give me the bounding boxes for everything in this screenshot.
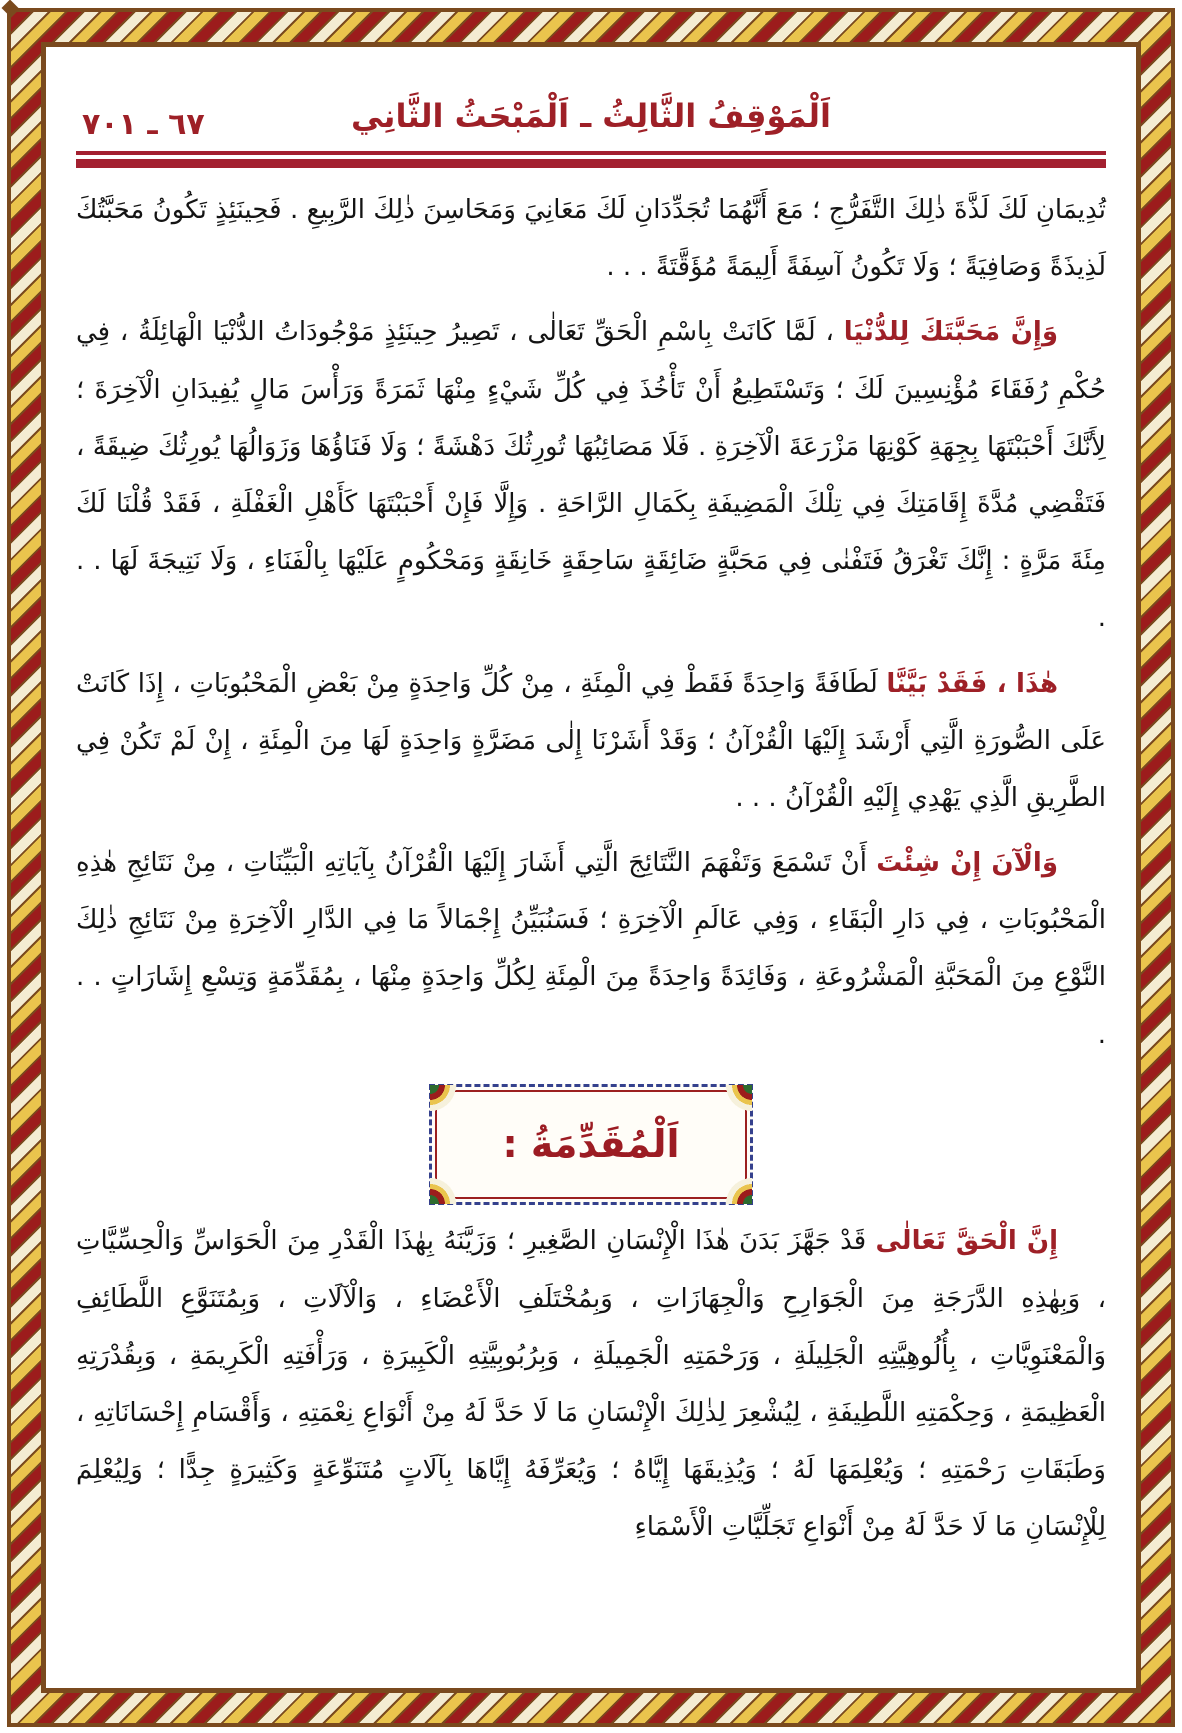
paragraph-text: أَنْ تَسْمَعَ وَتَفْهَمَ النَّتَائِجَ الَّتِي أَشَارَ إِلَيْهَا الْقُرْآنُ بِآيَاتِهِ الْبَيِّنَاتِ ، مِنْ نَتَائِجِ هٰذِهِ الْمَحْبُوبَاتِ ، فِي دَارِ الْبَقَاءِ ، وَفِي عَالَمِ الْآخِرَةِ ؛ فَسَنُبَيِّنُ إِجْمَالاً مَا فِي الدَّارِ الْآخِرَةِ مِنْ نَتَائِجِ ذٰلِكَ النَّوْعِ مِنَ الْمَحَبَّةِ الْمَشْرُوعَةِ ، وَفَائِدَةً وَاحِدَةً مِنَ الْمِئَةِ لِكُلِّ وَاحِدَةٍ مِنْهَا ، بِمُقَدِّمَةٍ وَتِسْعِ إِشَارَاتٍ . . . <box>76 848 1106 1050</box>
page-number: ٦٧ ـ ٧٠١ <box>82 107 205 142</box>
paragraph-lead: إِنَّ الْحَقَّ تَعَالٰى <box>875 1226 1058 1257</box>
paragraph-text: قَدْ جَهَّزَ بَدَنَ هٰذَا الْإِنْسَانِ الصَّغِيرِ ؛ وَزَيَّنَهُ بِهٰذَا الْقَدْرِ مِنَ الْحَوَاسِّ وَالْحِسِّيَّاتِ ، وَبِهٰذِهِ الدَّرَجَةِ مِنَ الْجَوَارِحِ وَالْجِهَازَاتِ ، وَبِمُخْتَلَفِ الْأَعْضَاءِ ، وَالْآلَاتِ ، وَبِمُتَنَوَّعِ اللَّطَائِفِ وَالْمَعْنَوِيَّاتِ ، بِأُلُوهِيَّتِهِ الْجَلِيلَةِ ، وَرَحْمَتِهِ الْجَمِيلَةِ ، وَبِرُبُوبِيَّتِهِ الْكَبِيرَةِ ، وَرَأْفَتِهِ الْكَرِيمَةِ ، وَبِقُدْرَتِهِ الْعَظِيمَةِ ، وَحِكْمَتِهِ اللَّطِيفَةِ ، لِيُشْعِرَ لِذٰلِكَ الْإِنْسَانِ مَا لَا حَدَّ لَهُ مِنْ أَنْوَاعِ نِعْمَتِهِ ، وَأَقْسَامِ إِحْسَانَاتِهِ ، وَطَبَقَاتِ رَحْمَتِهِ ؛ وَيُعْلِمَهَا لَهُ ؛ وَيُذِيقَهَا إِيَّاهُ ؛ وَيُعَرِّفَهُ إِيَّاهَا بِآلَاتٍ مُتَنَوِّعَةٍ وَكَثِيرَةٍ جِدًّا ؛ وَلِيُعْلِمَ لِلْإِنْسَانِ مَا لَا حَدَّ لَهُ مِنْ أَنْوَاعِ تَجَلِّيَّاتِ الْأَسْمَاءِ <box>76 1226 1106 1543</box>
paragraph-lead: وَالْآنَ إِنْ شِئْتَ <box>876 848 1058 879</box>
paragraph <box>76 182 1106 296</box>
floral-corner-ornament-icon <box>430 1162 472 1204</box>
paragraph-lead: هٰذَا ، فَقَدْ بَيَّنَّا <box>886 668 1058 699</box>
header-divider <box>76 151 1106 168</box>
paragraph <box>76 304 1106 647</box>
paragraph <box>76 835 1106 1064</box>
page-header <box>76 97 1106 168</box>
paragraph-lead: وَإِنَّ مَحَبَّتَكَ لِلدُّنْيَا <box>843 317 1058 348</box>
section-heading-ornament-box <box>429 1084 752 1206</box>
frame-brown-border <box>7 8 1175 1727</box>
header-divider-thick-line <box>76 159 1106 168</box>
floral-corner-ornament-icon <box>430 1085 472 1127</box>
body-text <box>76 182 1106 1557</box>
page-body <box>41 42 1141 1693</box>
floral-corner-ornament-icon <box>710 1162 752 1204</box>
page-title: اَلْمَوْقِفُ الثَّالِثُ ـ اَلْمَبْحَثُ الثَّانِي <box>351 97 831 135</box>
paragraph <box>76 1213 1106 1556</box>
section-heading-wrap <box>76 1084 1106 1206</box>
paragraph-text: ، لَمَّا كَانَتْ بِاسْمِ الْحَقِّ تَعَالٰى ، تَصِيرُ حِينَئِذٍ مَوْجُودَاتُ الدُّنْيَا الْهَائِلَةُ ، فِي حُكْمِ رُفَقَاءَ مُؤْنِسِينَ لَكَ ؛ وَتَسْتَطِيعُ أَنْ تَأْخُذَ فِي كُلِّ شَيْءٍ مِنْهَا ثَمَرَةً وَرَأْسَ مَالٍ يُفِيدَانِ الْآخِرَةَ ؛ لِأَنَّكَ أَحْبَبْتَهَا بِجِهَةِ كَوْنِهَا مَزْرَعَةَ الْآخِرَةِ . فَلَا مَصَائِبُهَا تُورِثُكَ دَهْشَةً ؛ وَلَا فَنَاؤُهَا وَزَوَالُهَا يُورِثُكَ ضِيقَةً ، فَتَقْضِي مُدَّةَ إِقَامَتِكَ فِي تِلْكَ الْمَضِيفَةِ بِكَمَالِ الرَّاحَةِ . وَإِلَّا فَإِنْ أَحْبَبْتَهَا كَأَهْلِ الْغَفْلَةِ ، فَقَدْ قُلْنَا لَكَ مِئَةَ مَرَّةٍ : إِنَّكَ تَغْرَقُ فَتَفْنٰى فِي مَحَبَّةٍ ضَائِقَةٍ سَاحِقَةٍ خَانِقَةٍ وَمَحْكُومٍ عَلَيْهَا بِالْفَنَاءِ ، وَلَا نَتِيجَةَ لَهَا . . . <box>76 317 1106 634</box>
floral-corner-ornament-icon <box>710 1085 752 1127</box>
ornamental-chain-border <box>11 12 1171 1723</box>
paragraph <box>76 656 1106 828</box>
section-heading-label: اَلْمُقَدِّمَةُ : <box>502 1121 680 1166</box>
paragraph-text: تُدِيمَانِ لَكَ لَذَّةَ ذٰلِكَ التَّفَرُّجِ ؛ مَعَ أَنَّهُمَا تُجَدِّدَانِ لَكَ مَعَانِيَ وَمَحَاسِنَ ذٰلِكَ الرَّبِيعِ . فَحِينَئِذٍ تَكُونُ مَحَبَّتُكَ لَذِيذَةً وَصَافِيَةً ؛ وَلَا تَكُونُ آسِفَةً أَلِيمَةً مُؤَقَّتَةً . . . <box>76 195 1106 283</box>
paragraph-text: لَطَافَةً وَاحِدَةً فَقَطْ فِي الْمِئَةِ ، مِنْ كُلِّ وَاحِدَةٍ مِنْ بَعْضِ الْمَحْبُوبَاتِ ، إِذَا كَانَتْ عَلَى الصُّورَةِ الَّتِي أَرْشَدَ إِلَيْهَا الْقُرْآنُ ؛ وَقَدْ أَشَرْنَا إِلٰى مَضَرَّةٍ وَاحِدَةٍ لَهَا مِنَ الْمِئَةِ ، إِنْ لَمْ تَكُنْ فِي الطَّرِيقِ الَّذِي يَهْدِي إِلَيْهِ الْقُرْآنُ . . . <box>76 668 1106 813</box>
